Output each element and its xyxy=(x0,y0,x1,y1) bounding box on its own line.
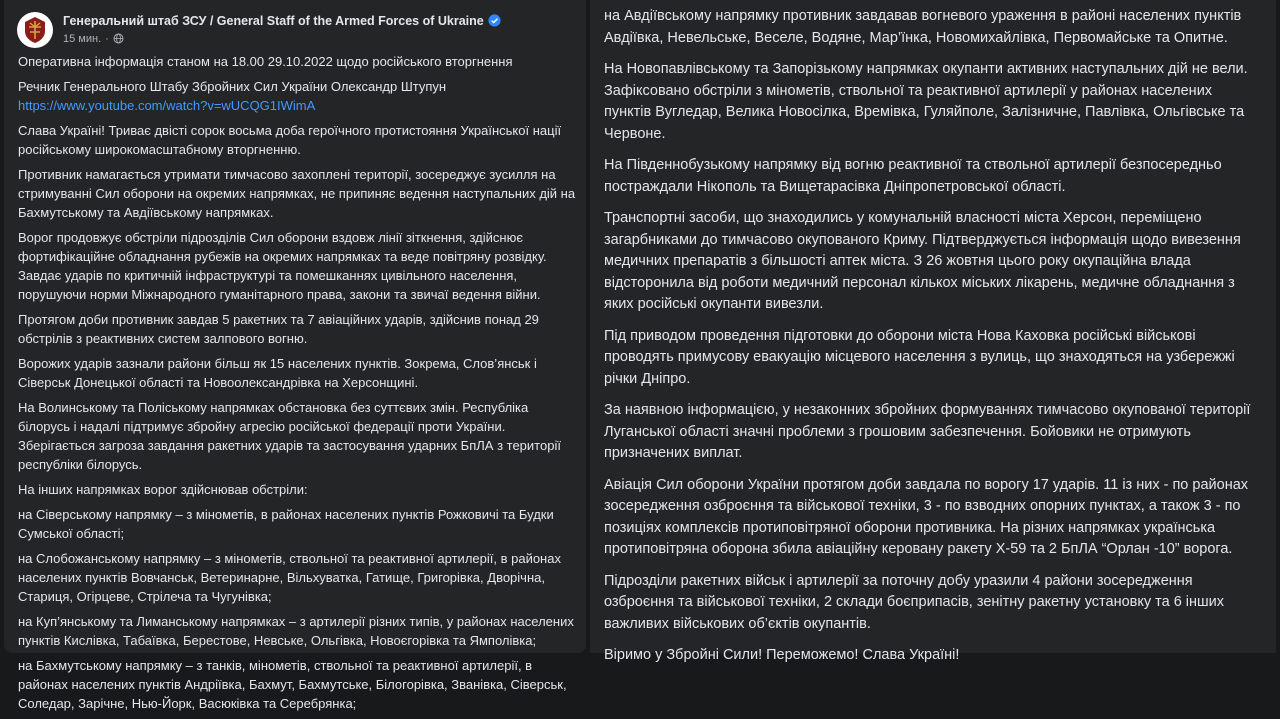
post-paragraph: Оперативна інформація станом на 18.00 29.10.2022 щодо російського вторгнення xyxy=(18,54,513,69)
post-paragraph-text: Речник Генерального Штабу Збройних Сил України Олександр Штупун xyxy=(18,79,447,94)
post-paragraph: Ворог продовжує обстріли підрозділів Сил оборони вздовж лінії зіткнення, здійснює фортифікаційне обладнання рубежів на окремих напрямках та веде повітряну розвідку. Завдає ударів по критичній інфраструктурі та помешканнях цивільного населення, порушуючи норми Міжнародного гуманітарного права, закони та звичаї ведення війни. xyxy=(18,230,547,302)
post-card-right xyxy=(590,0,1276,663)
post-paragraph xyxy=(18,96,578,115)
post-paragraph: За наявною інформацією, у незаконних збройних формуваннях тимчасово окупованої території Луганської області значні проблеми з грошовим забезпечення. Бойовики не отримують призначених виплат. xyxy=(604,402,1251,461)
post-paragraph: на Слобожанському напрямку – з мінометів, ствольної та реактивної артилерії, в районах населених пунктів Вовчанськ, Ветеринарне, Вільхуватка, Гатище, Григорівка, Дворічна, Стариця, Огірцеве, Стрілеча та Чугунівка; xyxy=(18,551,561,604)
post-header xyxy=(4,0,586,50)
post-paragraph: Віримо у Збройні Сили! Переможемо! Слава Україні! xyxy=(604,647,960,663)
verified-badge-icon xyxy=(488,14,501,27)
page-avatar[interactable] xyxy=(17,12,53,48)
post-paragraph: Протягом доби противник завдав 5 ракетних та 7 авіаційних ударів, здійснив понад 29 обстрілів з реактивних систем залпового вогню. xyxy=(18,312,539,346)
globe-icon[interactable] xyxy=(113,33,124,44)
post-text-left xyxy=(18,52,578,719)
post-paragraph: Противник намагається утримати тимчасово захоплені території, зосереджує зусилля на стримуванні Сил оборони на окремих напрямках, не припиняє ведення наступальних дій на Бахмутському та Авдіївському напрямках. xyxy=(18,167,576,220)
general-staff-emblem-icon xyxy=(18,13,52,47)
post-paragraph xyxy=(18,77,578,96)
page-name-link[interactable]: Генеральний штаб ЗСУ / General Staff of the Armed Forces of Ukraine xyxy=(63,14,484,28)
post-timestamp[interactable]: 15 мин. xyxy=(63,33,102,45)
post-paragraph: на Куп’янському та Лиманському напрямках – з артилерії різних типів, у районах населених пунктів Кислівка, Табаївка, Берестове, Невське, Ольгівка, Новоєгорівка та Ямполівка; xyxy=(18,614,574,648)
post-paragraph: На Новопавлівському та Запорізькому напрямках окупанти активних наступальних дій не вели. Зафіксовано обстріли з мінометів, ствольної та реактивної артилерії у районах населених пунктів Вугледар, Велика Новосілка, Времівка, Гуляйполе, Залізничне, Павлівка, Ольгівське та Червоне. xyxy=(604,61,1248,142)
post-card-left xyxy=(4,0,586,711)
post-paragraph: Підрозділи ракетних військ і артилерії за поточну добу уразили 4 райони зосередження озброєння та військової техніки, 2 склади боєприпасів, зенітну ракетну установку та 6 інших важливих військових об’єктів окупантів. xyxy=(604,572,1225,632)
post-paragraph: На інших напрямках ворог здійснював обстріли: xyxy=(18,482,308,497)
post-text-right xyxy=(604,6,1256,677)
post-paragraph: Під приводом проведення підготовки до оборони міста Нова Каховка російські військові проводять примусову евакуацію місцевого населення з вулиць, що знаходяться на узбережжі річки Дніпро. xyxy=(604,327,1235,387)
youtube-link[interactable]: https://www.youtube.com/watch?v=wUCQG1IWimA xyxy=(18,98,316,113)
post-meta xyxy=(63,33,124,45)
post-paragraph: Ворожих ударів зазнали райони більш як 15 населених пунктів. Зокрема, Слов’янськ і Сіверськ Донецької області та Новоолександрівка на Херсонщині. xyxy=(18,356,537,390)
post-paragraph: на Авдіївському напрямку противник завдавав вогневого ураження в районі населених пунктів Авдіївка, Невельське, Веселе, Водяне, Мар’їнка, Новомихайлівка, Первомайське та Опитне. xyxy=(604,8,1242,46)
post-paragraph: На Південнобузькому напрямку від вогню реактивної та ствольної артилерії безпосередньо постраждали Нікополь та Вищетарасівка Дніпропетровської області. xyxy=(604,157,1222,195)
post-paragraph: Транспортні засоби, що знаходились у комунальній власності міста Херсон, переміщено загарбниками до тимчасово окупованого Криму. Підтверджується інформація щодо вивезення медичних препаратів з більшості аптек міста. З 26 жовтня цього року окупаційна влада відсторонила від роботи медичний персонал кількох міських лікарень, медичне обладнання з яких російські окупанти вивезли. xyxy=(604,210,1241,312)
post-paragraph: На Волинському та Поліському напрямках обстановка без суттєвих змін. Республіка білорусь і надалі підтримує збройну агресію російської федерації проти України. Зберігається загроза завдання ракетних ударів та застосування ударних БпЛА з території республіки білорусь. xyxy=(18,400,561,472)
meta-separator: · xyxy=(105,33,109,45)
post-paragraph: на Сіверському напрямку – з мінометів, в районах населених пунктів Рожковичі та Будки Сумської області; xyxy=(18,507,554,541)
post-paragraph: на Бахмутському напрямку – з танків, мінометів, ствольної та реактивної артилерії, в районах населених пунктів Андріївка, Бахмут, Бахмутське, Білогорівка, Званівка, Сіверськ, Соледар, Зарічне, Нью-Йорк, Васюківка та Серебрянка; xyxy=(18,658,567,711)
post-paragraph: Авіація Сил оборони України протягом доби завдала по ворогу 17 ударів. 11 із них - по районах зосередження озброєння та військової техніки, 3 - по взводних опорних пунктах, а також 3 - по позиціях комплексів протиповітряної оборони противника. На різних напрямках українська протиповітряна оборона збила авіаційну керовану ракету Х-59 та 2 БпЛА “Орлан -10” ворога. xyxy=(604,476,1249,557)
page-name-row xyxy=(63,14,501,28)
post-paragraph: Слава Україні! Триває двісті сорок восьма доба героїчного протистояння Української нації російському широкомасштабному вторгненню. xyxy=(18,123,562,157)
